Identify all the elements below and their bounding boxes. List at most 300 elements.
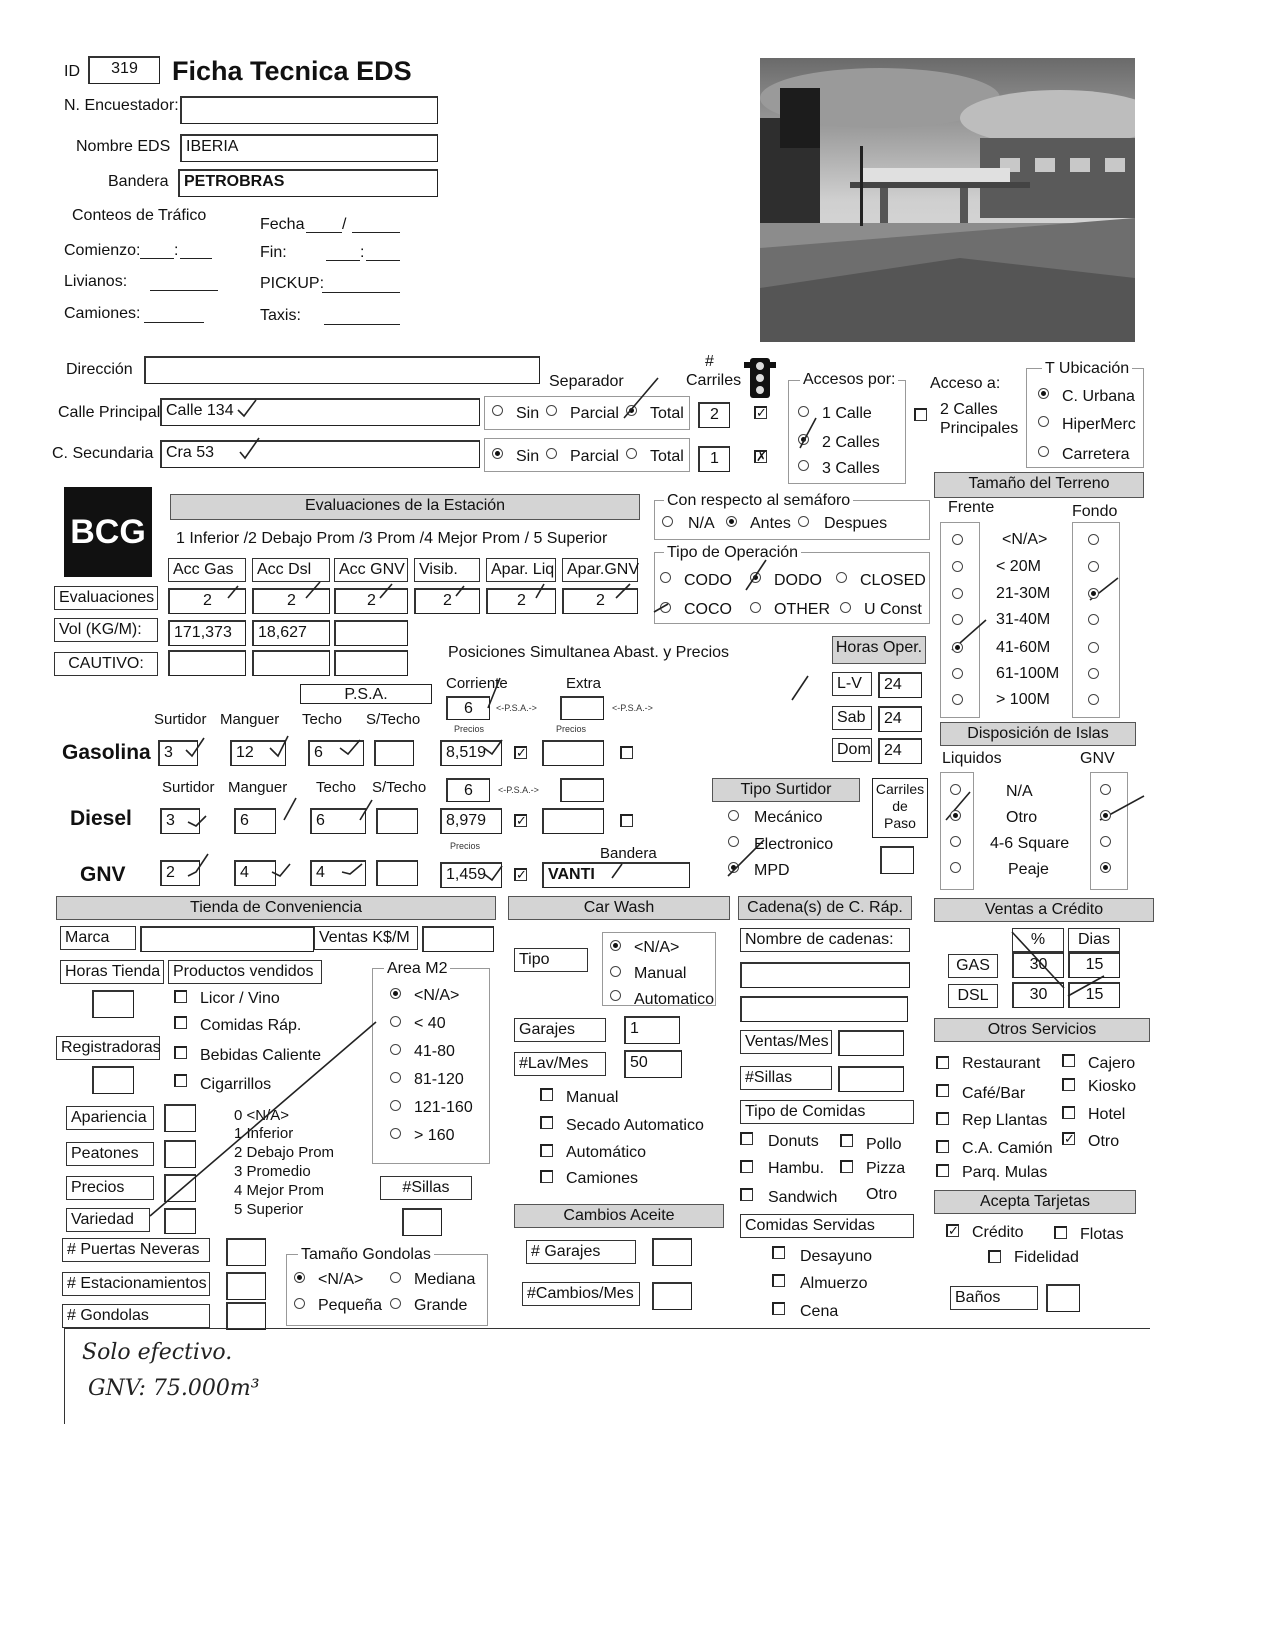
cw-camiones-label: Camiones — [566, 1170, 639, 1187]
manguer-label-gas: Manguer — [220, 711, 280, 728]
cw-manual-radio[interactable] — [610, 966, 621, 977]
prod-comidas-check[interactable] — [174, 1016, 187, 1029]
gas-extra-check[interactable] — [620, 746, 633, 759]
prod-cigarrillos-check[interactable] — [174, 1074, 187, 1087]
horas-sab-label: Sab — [832, 706, 872, 730]
islas-gnv-radio-3[interactable] — [1100, 862, 1111, 873]
evaluaciones-row-label: Evaluaciones — [54, 586, 158, 610]
surt-mecanico-radio[interactable] — [728, 810, 739, 821]
op-dodo-radio[interactable] — [750, 572, 761, 583]
bandera-gnv-label: Bandera — [600, 845, 657, 862]
comida-pollo-check[interactable] — [840, 1134, 853, 1147]
tarjeta-credito-label: Crédito — [972, 1224, 1024, 1241]
gond-mediana-radio[interactable] — [390, 1272, 401, 1283]
serv-kiosko-check[interactable] — [1062, 1078, 1075, 1091]
ventas-mes-label: Ventas/Mes — [740, 1030, 832, 1054]
cw-manual-check[interactable] — [540, 1088, 553, 1101]
acceso-1calle-radio[interactable] — [798, 406, 809, 417]
ubic-urbana-radio[interactable] — [1038, 388, 1049, 399]
garajes-field[interactable]: 1 — [624, 1016, 680, 1044]
serv-otro-check[interactable]: ✓ — [1064, 1131, 1075, 1146]
horas-lv-label: L-V — [832, 672, 872, 696]
sep-s-sin-radio[interactable] — [492, 448, 503, 459]
cadena-sillas-label: #Sillas — [740, 1066, 832, 1090]
credito-gas-dias-field[interactable]: 15 — [1068, 952, 1120, 978]
area-radio-2[interactable] — [390, 1044, 401, 1055]
cambios-mes-field[interactable] — [652, 1282, 692, 1310]
serv-camion-label: C.A. Camión — [962, 1140, 1053, 1157]
fondo-radio-1[interactable] — [1088, 561, 1099, 572]
tam-gondolas-title: Tamaño Gondolas — [298, 1247, 434, 1263]
tienda-sillas-field[interactable] — [402, 1208, 442, 1236]
serv-restaurant-check[interactable] — [936, 1056, 949, 1069]
comida-otro-label: Otro — [866, 1186, 898, 1203]
sep-p-total-radio[interactable] — [626, 405, 637, 416]
ubic-carretera-radio[interactable] — [1038, 446, 1049, 457]
sep-p-sin-label: Sin — [516, 405, 540, 422]
gas-corriente-check[interactable]: ✓ — [516, 745, 527, 760]
acceso-2calles-radio[interactable] — [798, 434, 809, 445]
precios-field[interactable] — [164, 1174, 196, 1202]
diesel-label: Diesel — [70, 807, 132, 830]
surtidor-label-dsl: Surtidor — [162, 779, 215, 796]
area-opt-label-2: 41-80 — [414, 1043, 455, 1060]
carriles-hash: # — [705, 353, 714, 370]
op-codo-label: CODO — [684, 572, 732, 589]
gas-precio-corriente-field[interactable]: 8,519 — [440, 740, 502, 766]
fondo-radio-0[interactable] — [1088, 534, 1099, 545]
area-radio-5[interactable] — [390, 1128, 401, 1139]
gnv-stecho-field[interactable] — [376, 860, 418, 886]
cadena-field-2[interactable] — [740, 996, 908, 1022]
stecho-label-dsl: S/Techo — [372, 779, 427, 796]
gnv-manguer-field[interactable]: 4 — [234, 860, 276, 886]
acceso-1calle-label: 1 Calle — [822, 405, 872, 422]
islas-title: Disposición de Islas — [940, 722, 1136, 746]
frente-radio-6[interactable] — [952, 694, 963, 705]
tarjeta-flotas-check[interactable] — [1054, 1226, 1067, 1239]
op-codo-radio[interactable] — [660, 572, 671, 583]
fondo-label: Fondo — [1072, 503, 1118, 520]
cw-automatico-check[interactable] — [540, 1144, 553, 1157]
cautivo-dsl-field[interactable] — [252, 650, 330, 676]
gnv-label: GNV — [80, 863, 126, 886]
surt-electronico-label: Electronico — [754, 836, 834, 853]
scale-5: 5 Superior — [234, 1201, 304, 1218]
serv-otro-label: Otro — [1088, 1133, 1120, 1150]
prod-licor-check[interactable] — [174, 990, 187, 1003]
op-uconst-radio[interactable] — [840, 602, 851, 613]
tam-gondolas-group — [286, 1254, 488, 1326]
id-label: ID — [64, 63, 80, 80]
comida-hambu-check[interactable] — [740, 1160, 753, 1173]
gond-mediana-label: Mediana — [414, 1271, 476, 1288]
sep-s-parcial-radio[interactable] — [546, 448, 557, 459]
terreno-opt-label-5: 61-100M — [996, 665, 1060, 682]
corriente-label: Corriente — [446, 675, 508, 692]
op-coco-label: COCO — [684, 601, 732, 618]
precios-label-gas: Precios — [454, 724, 485, 734]
estacionamientos-field[interactable] — [226, 1272, 266, 1300]
vol-gnv-field[interactable] — [334, 620, 408, 646]
comida-sandwich-check[interactable] — [740, 1188, 753, 1201]
tipo-surtidor-title: Tipo Surtidor — [712, 778, 860, 802]
op-other-radio[interactable] — [750, 602, 761, 613]
eval-apar-liq-field[interactable]: 2 — [486, 588, 556, 614]
techo-label-gas: Techo — [302, 711, 343, 728]
servida-almuerzo-check[interactable] — [772, 1274, 785, 1287]
comida-hambu-label: Hambu. — [768, 1160, 825, 1177]
c-secundaria-label: C. Secundaria — [52, 445, 154, 462]
servida-cena-check[interactable] — [772, 1302, 785, 1315]
serv-hotel-label: Hotel — [1088, 1106, 1126, 1123]
vol-dsl-field[interactable]: 18,627 — [252, 620, 330, 646]
gas-precio-extra-field[interactable] — [542, 740, 604, 766]
livianos-label: Livianos: — [64, 273, 128, 290]
serv-cajero-check[interactable] — [1062, 1054, 1075, 1067]
gas-stecho-field[interactable] — [374, 740, 414, 766]
techo-label-dsl: Techo — [316, 779, 357, 796]
ventas-mes-field[interactable] — [838, 1030, 904, 1056]
frente-radio-5[interactable] — [952, 668, 963, 679]
page-title: Ficha Tecnica EDS — [172, 56, 412, 86]
c-secundaria-field[interactable]: Cra 53 — [160, 440, 480, 468]
tarjeta-fidelidad-label: Fidelidad — [1014, 1249, 1079, 1266]
islas-liq-radio-2[interactable] — [950, 836, 961, 847]
scale-4: 4 Mejor Prom — [234, 1182, 325, 1199]
accesos-title: Accesos por: — [800, 372, 898, 388]
servida-cena-label: Cena — [800, 1303, 839, 1320]
acceso-2calles-label: 2 Calles — [822, 434, 880, 451]
vol-gas-field[interactable]: 171,373 — [168, 620, 246, 646]
fondo-radio-2[interactable] — [1088, 588, 1099, 599]
marca-field[interactable] — [140, 926, 314, 952]
dsl-manguer-field[interactable]: 6 — [234, 808, 276, 834]
comidas-servidas-label: Comidas Servidas — [740, 1214, 914, 1238]
bandera-field[interactable]: PETROBRAS — [178, 169, 438, 197]
precios-label-gnv: Precios — [450, 841, 481, 851]
encuestador-label: N. Encuestador: — [64, 97, 179, 114]
serv-cajero-label: Cajero — [1088, 1055, 1136, 1072]
terreno-opt-label-6: > 100M — [996, 691, 1050, 708]
semaforo-antes-label: Antes — [750, 515, 791, 532]
sep-p-parcial-label: Parcial — [570, 405, 619, 422]
ubic-urbana-label: C. Urbana — [1062, 388, 1135, 405]
fin-label: Fin: — [260, 244, 287, 261]
acceso-a-label: Acceso a: — [930, 375, 1001, 392]
islas-liquidos-label: Liquidos — [942, 750, 1002, 767]
credito-dsl-pct-field[interactable]: 30 — [1012, 982, 1064, 1008]
semaforo-despues-label: Despues — [824, 515, 888, 532]
serv-kiosko-label: Kiosko — [1088, 1078, 1137, 1095]
surt-electronico-radio[interactable] — [728, 836, 739, 847]
cw-na-label: <N/A> — [634, 939, 680, 956]
eval-acc-gas-field[interactable]: 2 — [168, 588, 246, 614]
sep-p-sin-radio[interactable] — [492, 405, 503, 416]
surtidor-label-gas: Surtidor — [154, 711, 207, 728]
eval-visib-field[interactable]: 2 — [414, 588, 480, 614]
dsl-stecho-field[interactable] — [376, 808, 418, 834]
op-coco-radio[interactable] — [660, 602, 671, 613]
stecho-label-gas: S/Techo — [366, 711, 421, 728]
gas-surtidor-field[interactable]: 3 — [158, 740, 198, 766]
cw-secado-check[interactable] — [540, 1116, 553, 1129]
productos-label: Productos vendidos — [168, 960, 322, 984]
gondolas-label: # Gondolas — [62, 1304, 210, 1328]
gnv-techo-field[interactable]: 4 — [310, 860, 366, 886]
surt-mpd-label: MPD — [754, 862, 790, 879]
sep-s-total-radio[interactable] — [626, 448, 637, 459]
islas-gnv-radio-1[interactable] — [1100, 810, 1111, 821]
sep-p-parcial-radio[interactable] — [546, 405, 557, 416]
peatones-field[interactable] — [164, 1140, 196, 1168]
lav-mes-field[interactable]: 50 — [624, 1050, 682, 1078]
cautivo-gas-field[interactable] — [168, 650, 246, 676]
area-opt-label-1: < 40 — [414, 1015, 446, 1032]
surt-mpd-radio[interactable] — [728, 862, 739, 873]
serv-hotel-check[interactable] — [1062, 1106, 1075, 1119]
dsl-precio-extra-field[interactable] — [542, 808, 604, 834]
islas-liq-radio-3[interactable] — [950, 862, 961, 873]
sep-s-sin-label: Sin — [516, 448, 540, 465]
area-opt-label-0: <N/A> — [414, 987, 460, 1004]
area-title: Area M2 — [384, 961, 450, 977]
area-radio-0[interactable] — [390, 988, 401, 999]
fecha-slash: / — [342, 216, 347, 233]
area-radio-3[interactable] — [390, 1072, 401, 1083]
fondo-radio-6[interactable] — [1088, 694, 1099, 705]
terreno-opt-label-2: 21-30M — [996, 585, 1051, 602]
ubic-hiper-radio[interactable] — [1038, 416, 1049, 427]
cautivo-gnv-field[interactable] — [334, 650, 408, 676]
frente-radio-4[interactable] — [952, 642, 963, 653]
tarjeta-fidelidad-check[interactable] — [988, 1250, 1001, 1263]
op-other-label: OTHER — [774, 601, 830, 618]
acepta-tarjetas-title: Acepta Tarjetas — [934, 1190, 1136, 1214]
fondo-radio-4[interactable] — [1088, 642, 1099, 653]
scale-2: 2 Debajo Prom — [234, 1144, 335, 1161]
gnv-precio-field[interactable]: 1,459 — [440, 862, 502, 888]
variedad-label: Variedad — [66, 1208, 150, 1232]
comida-pollo-label: Pollo — [866, 1136, 902, 1153]
cw-secado-label: Secado Automatico — [566, 1117, 704, 1134]
marca-label: Marca — [60, 926, 136, 950]
cw-auto-label: Automatico — [634, 991, 715, 1008]
cw-manual-check-label: Manual — [566, 1089, 619, 1106]
aceite-garajes-field[interactable] — [652, 1238, 692, 1266]
gond-na-radio[interactable] — [294, 1272, 305, 1283]
gond-pequena-label: Pequeña — [318, 1297, 383, 1314]
prod-comidas-label: Comidas Ráp. — [200, 1017, 302, 1034]
prod-bebidas-check[interactable] — [174, 1046, 187, 1059]
carriles-secundaria-field[interactable]: 1 — [698, 446, 730, 472]
gond-grande-label: Grande — [414, 1297, 468, 1314]
tienda-title: Tienda de Conveniencia — [56, 896, 496, 920]
islas-gnv-radio-0[interactable] — [1100, 784, 1111, 795]
gond-grande-radio[interactable] — [390, 1298, 401, 1309]
gas-manguer-field[interactable]: 12 — [230, 740, 286, 766]
scale-1: 1 Inferior — [234, 1125, 294, 1142]
puertas-neveras-field[interactable] — [226, 1238, 266, 1266]
ventas-ks-field[interactable] — [422, 926, 494, 952]
carwash-tipo-label: Tipo — [514, 948, 588, 972]
gnv-surtidor-field[interactable]: 2 — [160, 860, 200, 886]
credito-gas-pct-field[interactable]: 30 — [1012, 952, 1064, 978]
area-opt-label-4: 121-160 — [414, 1099, 473, 1116]
cw-automatico-label: Automático — [566, 1144, 647, 1161]
horas-dom-label: Dom — [832, 738, 872, 762]
lav-mes-label: #Lav/Mes — [514, 1052, 606, 1076]
islas-liq-radio-0[interactable] — [950, 784, 961, 795]
vol-label: Vol (KG/M): — [54, 618, 158, 642]
horas-dom-field[interactable]: 24 — [878, 738, 922, 764]
psa-corriente-gas[interactable]: 6 — [446, 696, 490, 720]
encuestador-field[interactable] — [180, 96, 438, 124]
calle-principal-field[interactable]: Calle 134 — [160, 398, 480, 426]
eval-col-acc-gas: Acc Gas — [168, 558, 246, 582]
posiciones-title: Posiciones Simultanea Abast. y Precios — [448, 644, 730, 661]
variedad-field[interactable] — [164, 1208, 196, 1234]
op-uconst-label: U Const — [864, 601, 922, 618]
semaforo-na-radio[interactable] — [662, 516, 673, 527]
ventas-ks-label: Ventas K$/M — [314, 926, 418, 950]
terreno-opt-label-1: < 20M — [996, 558, 1041, 575]
dsl-precio-corriente-field[interactable]: 8,979 — [440, 808, 502, 834]
horas-oper-title: Horas Oper. — [832, 636, 926, 664]
credito-dsl-dias-field[interactable]: 15 — [1068, 982, 1120, 1008]
carriles-paso-label: Carriles de Paso — [872, 778, 928, 838]
banos-field[interactable] — [1046, 1284, 1080, 1312]
area-radio-4[interactable] — [390, 1100, 401, 1111]
horas-lv-field[interactable]: 24 — [878, 672, 922, 698]
cadena-title: Cadena(s) de C. Ráp. — [738, 896, 912, 920]
bcg-logo: BCG — [64, 487, 152, 577]
frente-radio-0[interactable] — [952, 534, 963, 545]
gas-techo-field[interactable]: 6 — [308, 740, 364, 766]
servida-desayuno-check[interactable] — [772, 1246, 785, 1259]
prod-cigarrillos-label: Cigarrillos — [200, 1076, 272, 1093]
semaforo-principal-check[interactable]: ✓ — [756, 405, 767, 420]
serv-llantas-check[interactable] — [936, 1112, 949, 1125]
op-closed-label: CLOSED — [860, 572, 926, 589]
psa-corriente-dsl[interactable]: 6 — [446, 778, 490, 802]
serv-mulas-check[interactable] — [936, 1164, 949, 1177]
semaforo-antes-radio[interactable] — [726, 516, 737, 527]
precios-label-gas-extra: Precios — [556, 724, 587, 734]
dsl-surtidor-field[interactable]: 3 — [160, 808, 200, 834]
carriles-paso-field[interactable] — [880, 846, 914, 874]
dsl-extra-check[interactable] — [620, 814, 633, 827]
frente-radio-1[interactable] — [952, 561, 963, 572]
comida-donuts-label: Donuts — [768, 1133, 819, 1150]
frente-label: Frente — [948, 499, 995, 516]
cambios-aceite-title: Cambios Aceite — [514, 1204, 724, 1228]
dsl-techo-field[interactable]: 6 — [310, 808, 366, 834]
sep-s-parcial-label: Parcial — [570, 448, 619, 465]
horas-tienda-label: Horas Tienda — [60, 960, 164, 984]
nombre-eds-field[interactable]: IBERIA — [180, 134, 438, 162]
frente-radio-3[interactable] — [952, 614, 963, 625]
cw-manual-label: Manual — [634, 965, 687, 982]
psa-extra-gas[interactable] — [560, 696, 604, 720]
gond-pequena-radio[interactable] — [294, 1298, 305, 1309]
area-radio-1[interactable] — [390, 1016, 401, 1027]
semaforo-secundaria-check[interactable]: ✗ — [756, 449, 767, 464]
dos-calles-check[interactable] — [914, 408, 927, 421]
eval-acc-gnv-field[interactable]: 2 — [334, 588, 408, 614]
carriles-principal-field[interactable]: 2 — [698, 402, 730, 428]
puertas-neveras-label: # Puertas Neveras — [62, 1238, 210, 1262]
cadena-field-1[interactable] — [740, 962, 910, 988]
extra-label: Extra — [566, 675, 602, 692]
area-opt-label-5: > 160 — [414, 1127, 455, 1144]
dsl-corriente-check[interactable]: ✓ — [516, 813, 527, 828]
ubicacion-title: T Ubicación — [1042, 361, 1132, 377]
psa-arrow-gas-extra: <-P.S.A.-> — [612, 703, 653, 713]
gnv-precio-check[interactable]: ✓ — [516, 867, 527, 882]
islas-liq-radio-1[interactable] — [950, 810, 961, 821]
nombre-eds-label: Nombre EDS — [76, 138, 171, 155]
eval-acc-dsl-field[interactable]: 2 — [252, 588, 330, 614]
fondo-radio-3[interactable] — [1088, 614, 1099, 625]
eval-col-acc-gnv: Acc GNV — [334, 558, 408, 582]
serv-camion-check[interactable] — [936, 1140, 949, 1153]
comida-sandwich-label: Sandwich — [768, 1189, 838, 1206]
id-field[interactable]: 319 — [88, 56, 160, 84]
cadena-sillas-field[interactable] — [838, 1066, 904, 1092]
apariencia-field[interactable] — [164, 1104, 196, 1132]
gnv-bandera-field[interactable]: VANTI — [542, 862, 690, 888]
pickup-label: PICKUP: — [260, 275, 325, 292]
psa-extra-dsl[interactable] — [560, 778, 604, 802]
registradoras-field[interactable] — [92, 1066, 134, 1094]
credito-pct-label: % — [1012, 928, 1064, 952]
credito-dsl-label: DSL — [948, 984, 998, 1008]
horas-tienda-field[interactable] — [92, 990, 134, 1018]
fondo-radio-5[interactable] — [1088, 668, 1099, 679]
cw-auto-radio[interactable] — [610, 990, 621, 1001]
comida-donuts-check[interactable] — [740, 1132, 753, 1145]
horas-sab-field[interactable]: 24 — [878, 706, 922, 732]
direccion-field[interactable] — [144, 356, 540, 384]
acceso-3calles-radio[interactable] — [798, 460, 809, 471]
tarjeta-credito-check[interactable]: ✓ — [948, 1223, 959, 1238]
operacion-title: Tipo de Operación — [664, 545, 801, 561]
apariencia-label: Apariencia — [66, 1106, 154, 1130]
islas-gnv-radio-2[interactable] — [1100, 836, 1111, 847]
cautivo-label: CAUTIVO: — [54, 652, 158, 676]
cw-na-radio[interactable] — [610, 940, 621, 951]
cw-camiones-check[interactable] — [540, 1170, 553, 1183]
serv-cafe-check[interactable] — [936, 1084, 949, 1097]
fecha-label: Fecha — [260, 216, 305, 233]
terreno-opt-label-0: <N/A> — [1002, 531, 1048, 548]
op-closed-radio[interactable] — [836, 572, 847, 583]
eval-col-apar-gnv: Apar.GNV — [562, 558, 638, 582]
semaforo-title: Con respecto al semáforo — [664, 493, 853, 509]
sep-p-total-label: Total — [650, 405, 684, 422]
semaforo-despues-radio[interactable] — [798, 516, 809, 527]
fin-colon: : — [360, 244, 365, 261]
evaluaciones-scale: 1 Inferior /2 Debajo Prom /3 Prom /4 Mejor Prom / 5 Superior — [176, 530, 608, 547]
eval-apar-gnv-field[interactable]: 2 — [562, 588, 638, 614]
islas-opt-label-2: 4-6 Square — [990, 835, 1070, 852]
semaforo-na-label: N/A — [688, 515, 715, 532]
frente-radio-2[interactable] — [952, 588, 963, 599]
serv-cafe-label: Café/Bar — [962, 1085, 1026, 1102]
gondolas-field[interactable] — [226, 1302, 266, 1330]
comida-pizza-check[interactable] — [840, 1160, 853, 1173]
